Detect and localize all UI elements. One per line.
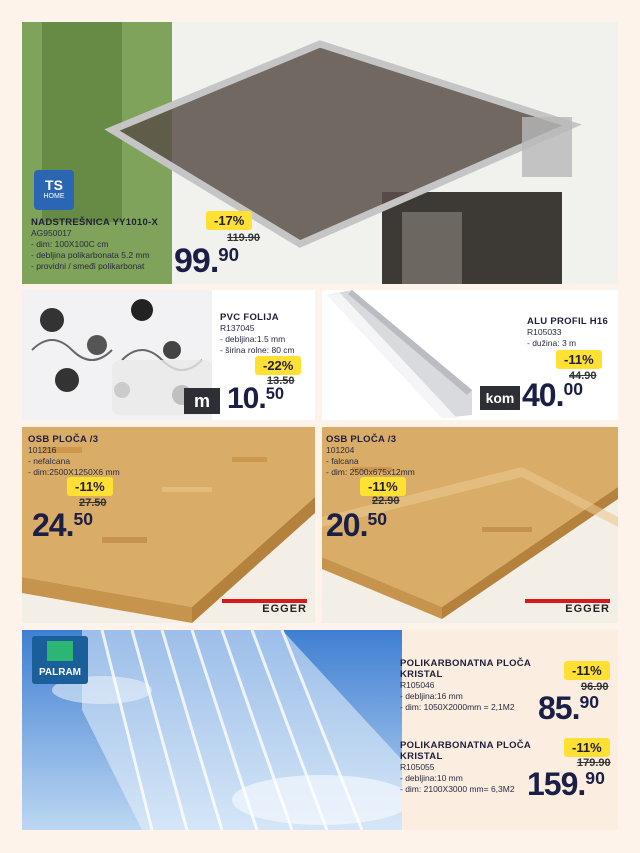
alu-title: ALU PROFIL H16 bbox=[527, 316, 609, 327]
discount-badge: -11% bbox=[360, 477, 406, 496]
old-price: 119.90 bbox=[227, 232, 261, 244]
hero-spec: - providni / smeđi polikarbonat bbox=[31, 261, 145, 271]
osb1-title: OSB PLOČA /3 bbox=[28, 434, 99, 445]
osb1-spec: - dim:2500X1250X6 mm bbox=[28, 467, 120, 477]
poly2-title: POLIKARBONATNA PLOČA bbox=[400, 740, 532, 751]
pvc-code: R137045 bbox=[220, 323, 255, 333]
old-price: 13.50 bbox=[267, 375, 295, 387]
discount-badge: -17% bbox=[206, 211, 252, 230]
alu-spec: - dužina: 3 m bbox=[527, 338, 577, 348]
palram-logo: PALRAM bbox=[32, 636, 88, 684]
old-price: 96.90 bbox=[581, 681, 609, 693]
poly2-title2: KRISTAL bbox=[400, 751, 443, 762]
price: 10.50 bbox=[227, 382, 285, 415]
old-price: 44.90 bbox=[569, 370, 597, 382]
old-price: 27.50 bbox=[79, 497, 107, 509]
hero-title: NADSTREŠNICA YY1010-X bbox=[31, 217, 159, 228]
osb2-spec: - dim: 2500x675x12mm bbox=[326, 467, 415, 477]
price: 24.50 bbox=[32, 507, 94, 543]
old-price: 179.90 bbox=[577, 757, 611, 769]
osb2-spec: - falcana bbox=[326, 456, 359, 466]
pvc-card bbox=[22, 290, 315, 420]
egger-logo: EGGER bbox=[222, 599, 307, 615]
polycarbonate-card bbox=[22, 630, 618, 830]
discount-badge: -11% bbox=[564, 738, 610, 757]
osb1-spec: - nefalcana bbox=[28, 456, 71, 466]
price: 20.50 bbox=[326, 507, 388, 543]
unit-badge: m bbox=[184, 388, 220, 414]
price: 85.90 bbox=[538, 690, 600, 726]
poly1-title2: KRISTAL bbox=[400, 669, 443, 680]
discount-badge: -11% bbox=[556, 350, 602, 369]
alu-card bbox=[322, 290, 618, 420]
osb1-code: 101216 bbox=[28, 445, 57, 455]
hero-card bbox=[22, 22, 618, 284]
poly2-spec: - debljina:10 mm bbox=[400, 773, 463, 783]
price: 40.00 bbox=[522, 377, 584, 413]
hero-spec: - dim: 100X100C cm bbox=[31, 239, 109, 249]
alu-profile-image bbox=[322, 290, 482, 420]
price: 99.90 bbox=[174, 242, 240, 280]
osb2-code: 101204 bbox=[326, 445, 355, 455]
alu-code: R105033 bbox=[527, 327, 562, 337]
pvc-spec: - debljina:1.5 mm bbox=[220, 334, 286, 344]
discount-badge: -11% bbox=[564, 661, 610, 680]
old-price: 22.90 bbox=[372, 495, 400, 507]
egger-logo: EGGER bbox=[525, 599, 610, 615]
poly2-spec: - dim: 2100X3000 mm= 6,3M2 bbox=[400, 784, 515, 794]
osb2-card bbox=[322, 427, 618, 623]
unit-badge: kom bbox=[480, 386, 520, 410]
poly1-title: POLIKARBONATNA PLOČA bbox=[400, 658, 532, 669]
poly1-spec: - dim: 1050X2000mm = 2,1M2 bbox=[400, 702, 515, 712]
price: 159.90 bbox=[527, 766, 605, 802]
osb2-title: OSB PLOČA /3 bbox=[326, 434, 397, 445]
discount-badge: -22% bbox=[255, 356, 301, 375]
poly1-spec: - debljina:16 mm bbox=[400, 691, 463, 701]
osb1-card bbox=[22, 427, 315, 623]
pvc-title: PVC FOLIJA bbox=[220, 312, 279, 323]
hero-spec: - debljina polikarbonata 5.2 mm bbox=[31, 250, 150, 260]
poly2-code: R105055 bbox=[400, 762, 435, 772]
hero-code: AG950017 bbox=[31, 228, 72, 238]
ts-home-logo: TS HOME bbox=[34, 170, 74, 210]
pvc-spec: - širina rolne: 80 cm bbox=[220, 345, 295, 355]
discount-badge: -11% bbox=[67, 477, 113, 496]
poly1-code: R105046 bbox=[400, 680, 435, 690]
